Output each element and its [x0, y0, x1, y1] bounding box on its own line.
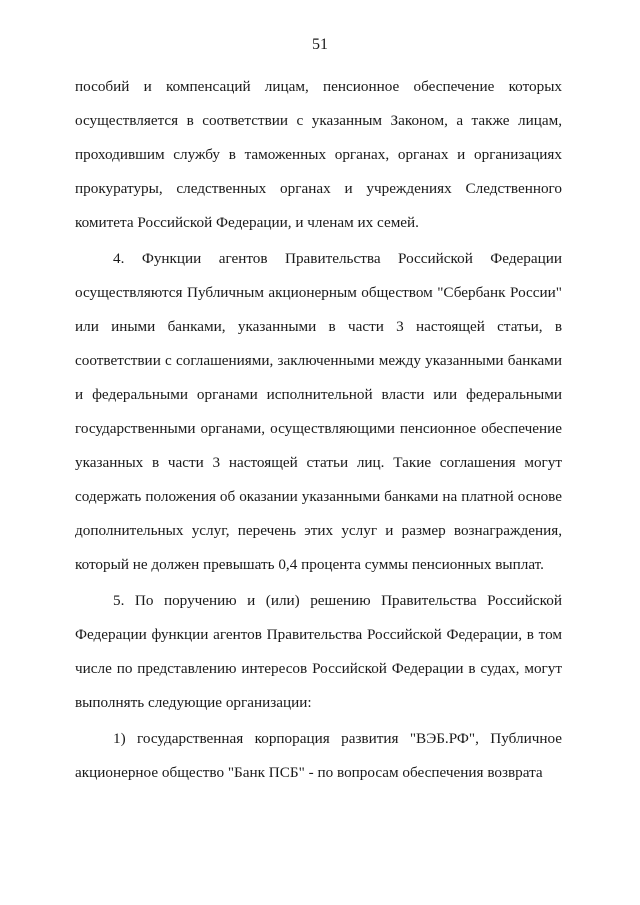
document-body: [75, 70, 562, 790]
paragraph-continuation: пособий и компенсаций лицам, пенсионное обеспечение которых осуществляется в соответствии с указанным Законом, а также лицам, проходившим службу в таможенных органах, органах и организациях прокуратуры, следственных органах и учреждениях Следственного комитета Российской Федерации, и членам их семей.: [75, 78, 562, 231]
paragraph-item-5: 5. По поручению и (или) решению Правительства Российской Федерации функции агентов Правительства Российской Федерации, в том числе по представлению интересов Российской Федерации в судах, могут выполнять следующие организации:: [75, 592, 562, 711]
paragraph-subitem-1: 1) государственная корпорация развития "ВЭБ.РФ", Публичное акционерное общество "Банк ПСБ" - по вопросам обеспечения возврата: [75, 730, 562, 781]
page-number: 51: [312, 36, 328, 53]
paragraph-item-4: 4. Функции агентов Правительства Российской Федерации осуществляются Публичным акционерным обществом "Сбербанк России" или иными банками, указанными в части 3 настоящей статьи, в соответствии с соглашениями, заключенными между указанными банками и федеральными органами исполнительной власти или федеральными государственными органами, осуществляющими пенсионное обеспечение указанных в части 3 настоящей статьи лиц. Такие соглашения могут содержать положения об оказании указанными банками на платной основе дополнительных услуг, перечень этих услуг и размер вознаграждения, который не должен превышать 0,4 процента суммы пенсионных выплат.: [75, 250, 562, 573]
